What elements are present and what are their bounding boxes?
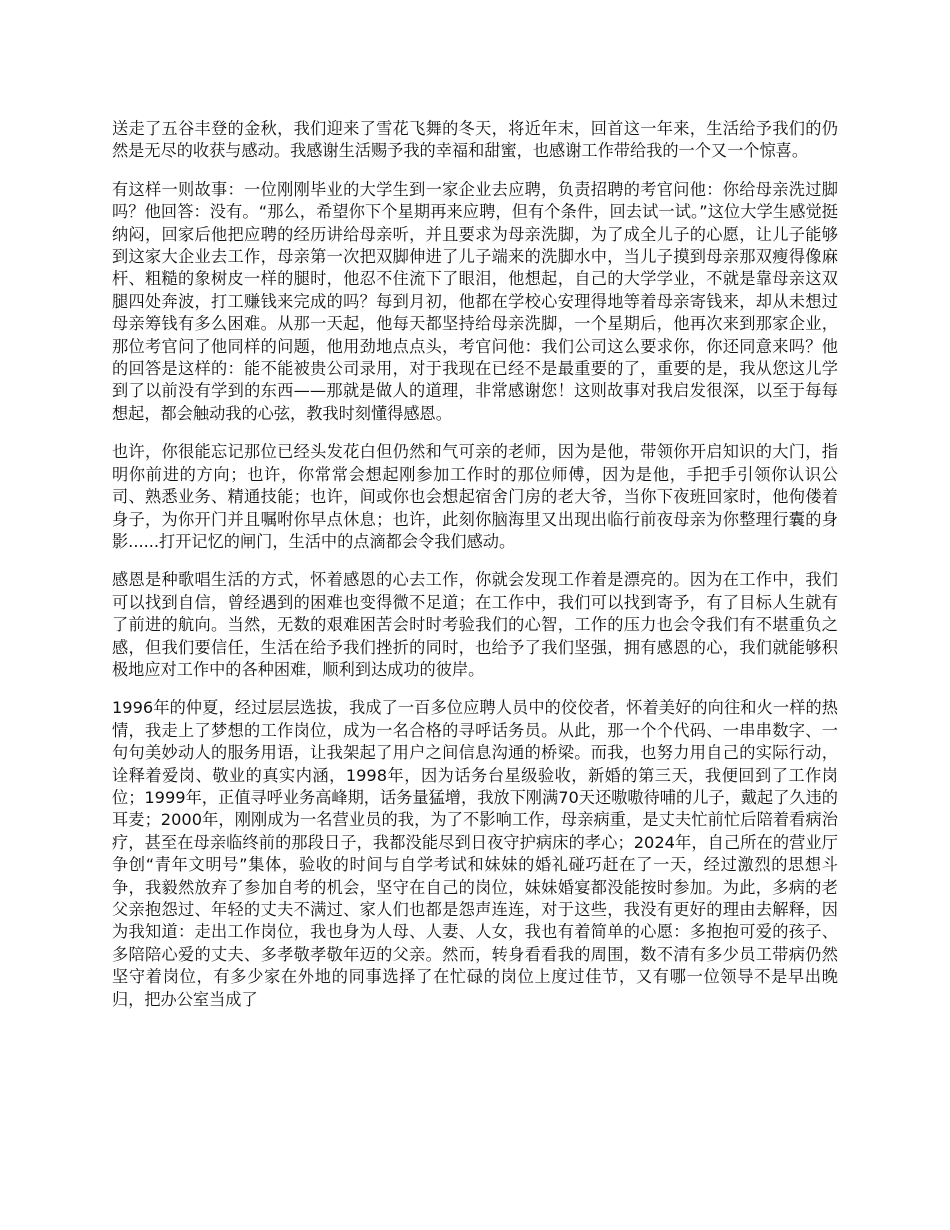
paragraph-5: 1996年的仲夏，经过层层选拔，我成了一百多位应聘人员中的佼佼者，怀着美好的向往和火一样的热情，我走上了梦想的工作岗位，成为一名合格的寻呼话务员。从此，那一个个代码、一串串数字、一句句美妙动人的服务用语，让我架起了用户之间信息沟通的桥梁。而我，也努力用自己的实际行动，诠释着爱岗、敬业的真实内涵，1998年，因为话务台星级验收，新婚的第三天，我便回到了工作岗位；1999年，正值寻呼业务高峰期，话务量猛增，我放下刚满70天还嗷嗷待哺的儿子，戴起了久违的耳麦；2000年，刚刚成为一名营业员的我，为了不影响工作，母亲病重，是丈夫忙前忙后陪着看病治疗，甚至在母亲临终前的那段日子，我都没能尽到日夜守护病床的孝心；2024年，自己所在的营业厅争创“青年文明号”集体，验收的时间与自学考试和妹妹的婚礼碰巧赶在了一天，经过激烈的思想斗争，我毅然放弃了参加自考的机会，坚守在自己的岗位，妹妹婚宴都没能按时参加。为此，多病的老父亲抱怨过、年轻的丈夫不满过、家人们也都是怨声连连，对于这些，我没有更好的理由去解释，因为我知道：走出工作岗位，我也身为人母、人妻、人女，我也有着简单的心愿：多抱抱可爱的孩子、多陪陪心爱的丈夫、多孝敬孝敬年迈的父亲。然而，转身看看我的周围，数不清有多少员工带病仍然坚守着岗位，有多少家在外地的同事选择了在忙碌的岗位上度过佳节，又有哪一位领导不是早出晚归，把办公室当成了 [112, 698, 838, 1009]
paragraph-2: 有这样一则故事：一位刚刚毕业的大学生到一家企业去应聘，负责招聘的考官问他：你给母亲洗过脚吗？他回答：没有。“那么，希望你下个星期再来应聘，但有个条件，回去试一试。”这位大学生感觉挺纳闷，回家后他把应聘的经历讲给母亲听，并且要求为母亲洗脚，为了成全儿子的心愿，让儿子能够到这家大企业去工作，母亲第一次把双脚伸进了儿子端来的洗脚水中，当儿子摸到母亲那双瘦得像麻杆、粗糙的象树皮一样的腿时，他忍不住流下了眼泪，他想起，自己的大学学业，不就是靠母亲这双腿四处奔波，打工赚钱来完成的吗？每到月初，他都在学校心安理得地等着母亲寄钱来，却从未想过母亲筹钱有多么困难。从那一天起，他每天都坚持给母亲洗脚，一个星期后，他再次来到那家企业，那位考官问了他同样的问题，他用劲地点点头，考官问他：我们公司这么要求你，你还同意来吗？他的回答是这样的：能不能被贵公司录用，对于我现在已经不是最重要的了，重要的是，我从您这儿学到了以前没有学到的东西——那就是做人的道理，非常感谢您！这则故事对我启发很深，以至于每每想起，都会触动我的心弦，教我时刻懂得感恩。 [112, 179, 838, 423]
paragraph-3: 也许，你很能忘记那位已经头发花白但仍然和气可亲的老师，因为是他，带领你开启知识的大门，指明你前进的方向；也许，你常常会想起刚参加工作时的那位师傅，因为是他，手把手引领你认识公司、熟悉业务、精通技能；也许，间或你也会想起宿舍门房的老大爷，当你下夜班回家时，他佝偻着身子，为你开门并且嘱咐你早点休息；也许，此刻你脑海里又出现出临行前夜母亲为你整理行囊的身影......打开记忆的闸门，生活中的点滴都会令我们感动。 [112, 442, 838, 551]
paragraph-4: 感恩是种歌唱生活的方式，怀着感恩的心去工作，你就会发现工作着是漂亮的。因为在工作中，我们可以找到自信，曾经遇到的困难也变得微不足道；在工作中，我们可以找到寄予，有了目标人生就有了前进的航向。当然，无数的艰难困苦会时时考验我们的心智，工作的压力也会令我们有不堪重负之感，但我们要信任，生活在给予我们挫折的同时，也给予了我们坚强，拥有感恩的心，我们就能够积极地应对工作中的各种困难，顺利到达成功的彼岸。 [112, 570, 838, 679]
paragraph-1: 送走了五谷丰登的金秋，我们迎来了雪花飞舞的冬天，将近年末，回首这一年来，生活给予我们的仍然是无尽的收获与感动。我感谢生活赐予我的幸福和甜蜜，也感谢工作带给我的一个又一个惊喜。 [112, 119, 838, 161]
document-page [112, 118, 838, 1027]
